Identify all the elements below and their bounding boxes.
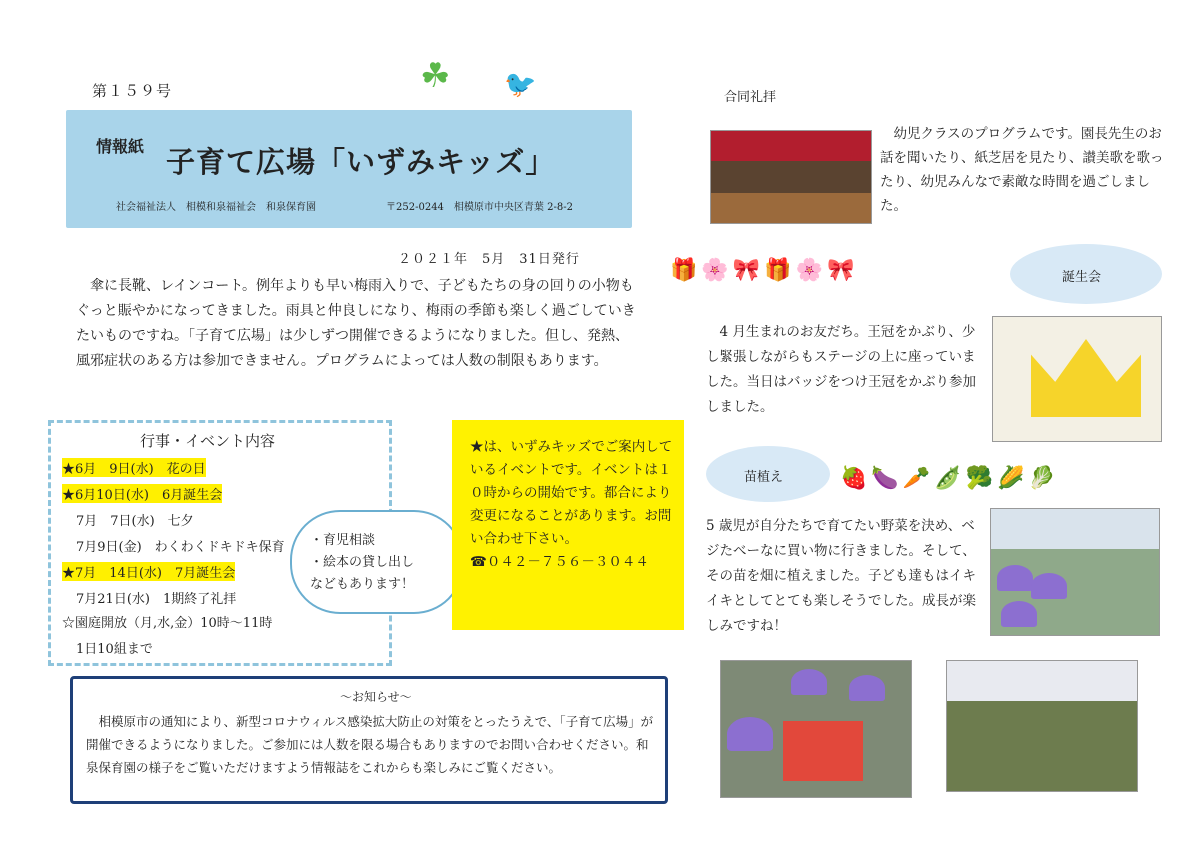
vegetable-garden-photo [946, 660, 1138, 792]
vegetable-banner-icon: 🍓🍆🥕🫛🥦🌽🥬 [840, 466, 1060, 491]
bird-icon: 🐦 [504, 70, 537, 100]
worship-photo [710, 130, 872, 224]
address: 〒252-0244 相模原市中央区青葉 2-8-2 [386, 202, 573, 213]
notice-title: ～お知らせ～ [340, 690, 412, 704]
page-title: 子育て広場「いずみキッズ」 [166, 145, 556, 179]
consultation-line: ・絵本の貸し出し [310, 555, 415, 570]
event-note-text: ★は、いずみキッズでご案内しているイベントです。イベントは１０時からの開始です。都合により変更になることがあります。お問い合わせ下さい。 [470, 439, 673, 547]
publication-date: ２０２１年 5月 31日発行 [398, 252, 580, 267]
worship-text: 幼児クラスのプログラムです。園長先生のお話を聞いたり、紙芝居を見たり、讃美歌を歌ったり、幼児みんなで素敵な時間を過ごしました。 [880, 126, 1164, 214]
intro-paragraph: 傘に長靴、レインコート。例年よりも早い梅雨入りで、子どもたちの身の回りの小物もぐっと賑やかになってきました。雨具と仲良しになり、梅雨の季節も楽しく過ごしていきたいものですね。「子育て広場」は少しずつ開催できるようになりました。但し、発熱、風邪症状のある方は参加できません。プログラムによっては人数の制限もあります。 [76, 278, 636, 369]
event-note [470, 436, 680, 574]
info-label: 情報紙 [96, 137, 145, 156]
birthday-text: 4 月生まれのお友だち。王冠をかぶり、少し緊張しながらもステージの上に座っていました。当日はバッジをつけ王冠をかぶり参加しました。 [706, 324, 976, 415]
planting-heading: 苗植え [744, 470, 784, 485]
crown-photo [992, 316, 1162, 442]
issue-number: 第１５９号 [92, 82, 173, 100]
gift-banner-icon: 🎁🌸🎀🎁🌸🎀 [670, 258, 859, 283]
event-item: ★7月 14日(水) 7月誕生会 [62, 562, 235, 581]
organization-name: 社会福祉法人 相模和泉福祉会 和泉保育園 [116, 202, 316, 213]
event-item: ★6月10日(水) 6月誕生会 [62, 484, 222, 503]
event-item: 1日10組まで [76, 642, 153, 657]
birthday-heading: 誕生会 [1062, 270, 1102, 285]
seedling-basket-photo [720, 660, 912, 798]
field-photo [990, 508, 1160, 636]
event-item: ☆園庭開放（月,水,金）10時～11時 [62, 616, 273, 631]
consultation-line: ・育児相談 [310, 533, 376, 548]
event-item: ★6月 9日(水) 花の日 [62, 458, 206, 477]
consultation-text [310, 530, 414, 596]
consultation-line: などもあります！ [310, 577, 415, 592]
phone-number: ☎０４２－７５６－３０４４ [470, 554, 649, 570]
notice-text: 相模原市の通知により、新型コロナウィルス感染拡大防止の対策をとったうえで、「子育て広場」が開催できるようになりました。ご参加には人数を限る場合もありますのでお問い合わせください。和泉保育園の様子をご覧いただけますよう情報誌をこれからも楽しみにご覧ください。 [86, 714, 654, 775]
events-title: 行事・イベント内容 [140, 432, 276, 450]
clover-icon: ☘ [420, 56, 451, 96]
worship-heading: 合同礼拝 [724, 90, 777, 105]
event-item: 7月 7日(水) 七夕 [76, 514, 194, 529]
planting-text: 5 歳児が自分たちで育てたい野菜を決め、ベジたべーなに買い物に行きました。そして、その苗を畑に植えました。子ども達もはイキイキとしてとても楽しそうでした。成長が楽しみですね！ [706, 518, 976, 634]
event-item: 7月9日(金) わくわくドキドキ保育 [76, 540, 285, 555]
event-item: 7月21日(水) 1期終了礼拝 [76, 592, 237, 607]
